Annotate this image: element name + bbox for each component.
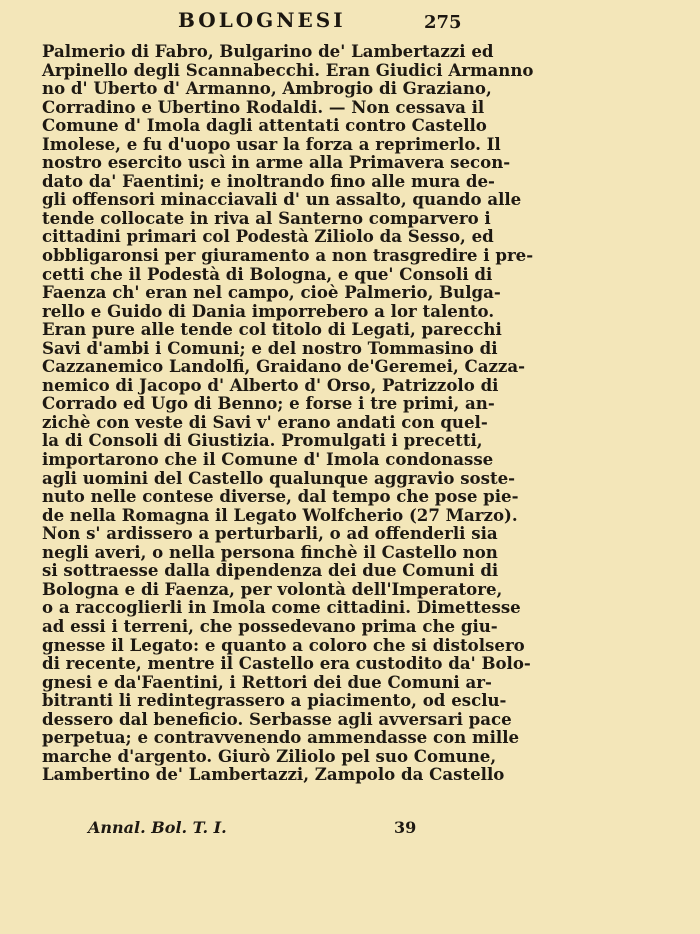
running-title: BOLOGNESI — [178, 8, 346, 32]
text-line: gli offensori minacciavali d' un assalto, quando alle — [42, 189, 522, 210]
signature-line: Annal. Bol. T. I. — [88, 818, 227, 837]
text-line: si sottraesse dalla dipendenza dei due Comuni di — [42, 560, 499, 581]
text-line: gnesse il Legato: e quanto a coloro che si distolsero — [42, 634, 525, 655]
text-line: dessero dal beneficio. Serbasse agli avversari pace — [42, 708, 512, 729]
text-line: o a raccoglierli in Imola come cittadini. Dimettesse — [42, 597, 521, 618]
text-line: Cazzanemico Landolfi, Graidano de'Geremei, Cazza- — [42, 356, 525, 377]
text-line: Eran pure alle tende col titolo di Legati, parecchi — [42, 319, 502, 340]
text-line: nemico di Jacopo d' Alberto d' Orso, Patrizzolo di — [42, 374, 499, 395]
text-line: la di Consoli di Giustizia. Promulgati i precetti, — [42, 430, 483, 451]
text-line: negli averi, o nella persona finchè il Castello non — [42, 541, 498, 562]
page-footer — [42, 818, 478, 840]
text-line: dato da' Faentini; e inoltrando fino alle mura de- — [42, 170, 495, 191]
text-line: di recente, mentre il Castello era custodito da' Bolo- — [42, 653, 531, 674]
text-line: gnesi e da'Faentini, i Rettori dei due Comuni ar- — [42, 671, 492, 692]
text-line: Comune d' Imola dagli attentati contro Castello — [42, 115, 487, 136]
text-line: bitranti li redintegrassero a piacimento, od esclu- — [42, 690, 507, 711]
text-line: nuto nelle contese diverse, dal tempo che pose pie- — [42, 486, 519, 507]
signature-mark: 39 — [394, 818, 417, 837]
text-line: Savi d'ambi i Comuni; e del nostro Tommasino di — [42, 337, 498, 358]
text-line: Arpinello degli Scannabecchi. Eran Giudici Armanno — [42, 59, 534, 80]
body-text — [42, 41, 534, 785]
text-line: Non s' ardissero a perturbarli, o ad offenderli sia — [42, 523, 498, 544]
text-line: perpetua; e contravvenendo ammendasse con mille — [42, 727, 520, 748]
text-line: no d' Uberto d' Armanno, Ambrogio di Graziano, — [42, 78, 492, 99]
text-line: de nella Romagna il Legato Wolfcherio (27 Marzo). — [42, 504, 518, 525]
text-line: marche d'argento. Giurò Ziliolo pel suo Comune, — [42, 745, 497, 766]
text-line: cetti che il Podestà di Bologna, e que' Consoli di — [42, 263, 493, 284]
text-line: importarono che il Comune d' Imola condonasse — [42, 449, 494, 470]
text-line: obbligaronsi per giuramento a non trasgredire i pre- — [42, 245, 534, 266]
text-line: rello e Guido di Dania imporrebero a lor talento. — [42, 300, 495, 321]
text-line: Imolese, e fu d'uopo usar la forza a reprimerlo. Il — [42, 133, 501, 154]
page-number: 275 — [424, 12, 462, 33]
text-line: Corradino e Ubertino Rodaldi. — Non cessava il — [42, 96, 485, 117]
text-line: Lambertino de' Lambertazzi, Zampolo da Castello — [42, 764, 505, 785]
text-line: nostro esercito uscì in arme alla Primavera secon- — [42, 152, 511, 173]
text-line: Bologna e di Faenza, per volontà dell'Imperatore, — [42, 578, 503, 599]
text-line: ad essi i terreni, che possedevano prima che giu- — [42, 615, 498, 636]
text-line: Palmerio di Fabro, Bulgarino de' Lambertazzi ed — [42, 41, 494, 61]
text-line: Corrado ed Ugo di Benno; e forse i tre primi, an- — [42, 393, 495, 414]
text-line: tende collocate in riva al Santerno comparvero i — [42, 207, 491, 228]
text-line: cittadini primari col Podestà Ziliolo da Sesso, ed — [42, 226, 494, 247]
text-line: Faenza ch' eran nel campo, cioè Palmerio, Bulga- — [42, 282, 501, 303]
text-line: agli uomini del Castello qualunque aggravio soste- — [42, 467, 516, 488]
text-line: zichè con veste di Savi v' erano andati con quel- — [42, 411, 488, 432]
